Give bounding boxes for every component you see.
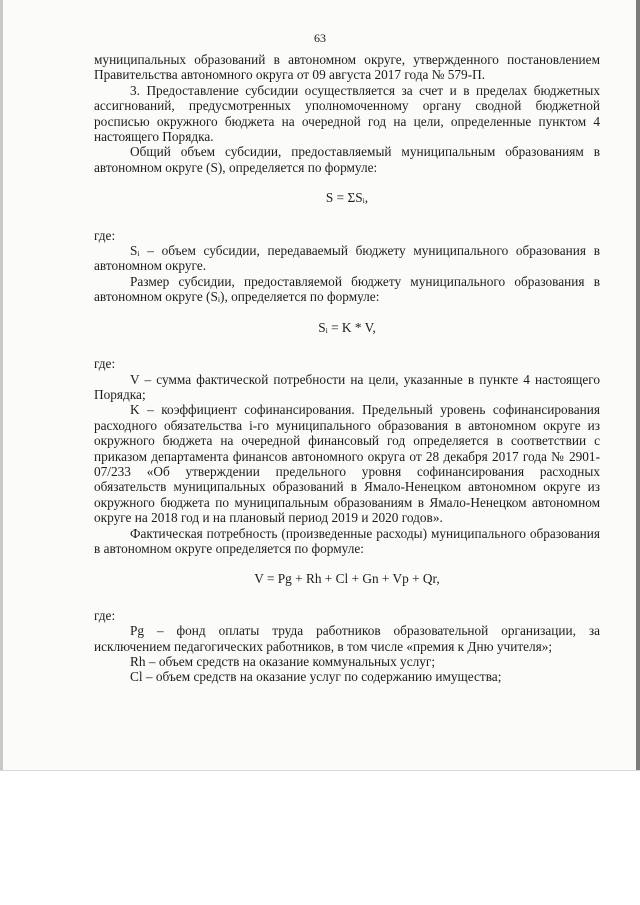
scan-right-edge	[636, 0, 640, 770]
scan-left-edge	[0, 0, 3, 770]
document-body	[94, 52, 600, 685]
formula: V = Pg + Rh + Cl + Gn + Vp + Qr,	[254, 571, 440, 587]
paragraph: Sᵢ – объем субсидии, передаваемый бюджету муниципального образования в автономном округе.	[94, 243, 600, 274]
paragraph: Фактическая потребность (произведенные расходы) муниципального образования в автономном округе определяется по формуле:	[94, 525, 600, 556]
paragraph: где:	[94, 227, 116, 243]
paragraph: K – коэффициент софинансирования. Предельный уровень софинансирования расходного обязательства i-го муниципального образования в автономном округе из окружного бюджета на очередной финансовый год определяется в соответствии с приказом департамента финансов автономного округа от 28 декабря 2017 года № 2901-07/233 «Об утверждении предельного уровня софинансирования расходных обязательств муниципальных образований в Ямало-Ненецком автономном округе из окружного бюджета по муниципальным образованиям в Ямало-Ненецком автономном округе на 2018 год и на плановый период 2019 и 2020 годов».	[94, 402, 600, 526]
paragraph: где:	[94, 356, 116, 372]
paragraph: Общий объем субсидии, предоставляемый муниципальным образованиям в автономном округе (S), определяется по формуле:	[94, 144, 600, 175]
paragraph: Rh – объем средств на оказание коммунальных услуг;	[130, 654, 436, 669]
paragraph: 3. Предоставление субсидии осуществляется за счет и в пределах бюджетных ассигнований, предусмотренных уполномоченному органу сводной бюджетной росписью окружного бюджета на очередной год на цели, определенные пунктом 4 настоящего Порядка.	[94, 82, 600, 145]
paragraph: Cl – объем средств на оказание услуг по содержанию имущества;	[130, 669, 502, 685]
paragraph: V – сумма фактической потребности на цели, указанные в пункте 4 настоящего Порядка;	[94, 371, 600, 402]
paragraph: Размер субсидии, предоставляемой бюджету муниципального образования в автономном округе (Sᵢ), определяется по формуле:	[94, 273, 600, 305]
formula: Sᵢ = K * V,	[318, 319, 376, 335]
page-number: 63	[314, 31, 326, 45]
paragraph: где:	[94, 607, 116, 623]
paragraph: муниципальных образований в автономном округе, утвержденного постановлением Правительства автономного округа от 09 августа 2017 года № 579-П.	[94, 52, 600, 83]
formula: S = ΣSᵢ,	[325, 190, 369, 206]
paragraph: Pg – фонд оплаты труда работников образовательной организации, за исключением педагогических работников, в том числе «премия к Дню учителя»;	[94, 623, 600, 654]
